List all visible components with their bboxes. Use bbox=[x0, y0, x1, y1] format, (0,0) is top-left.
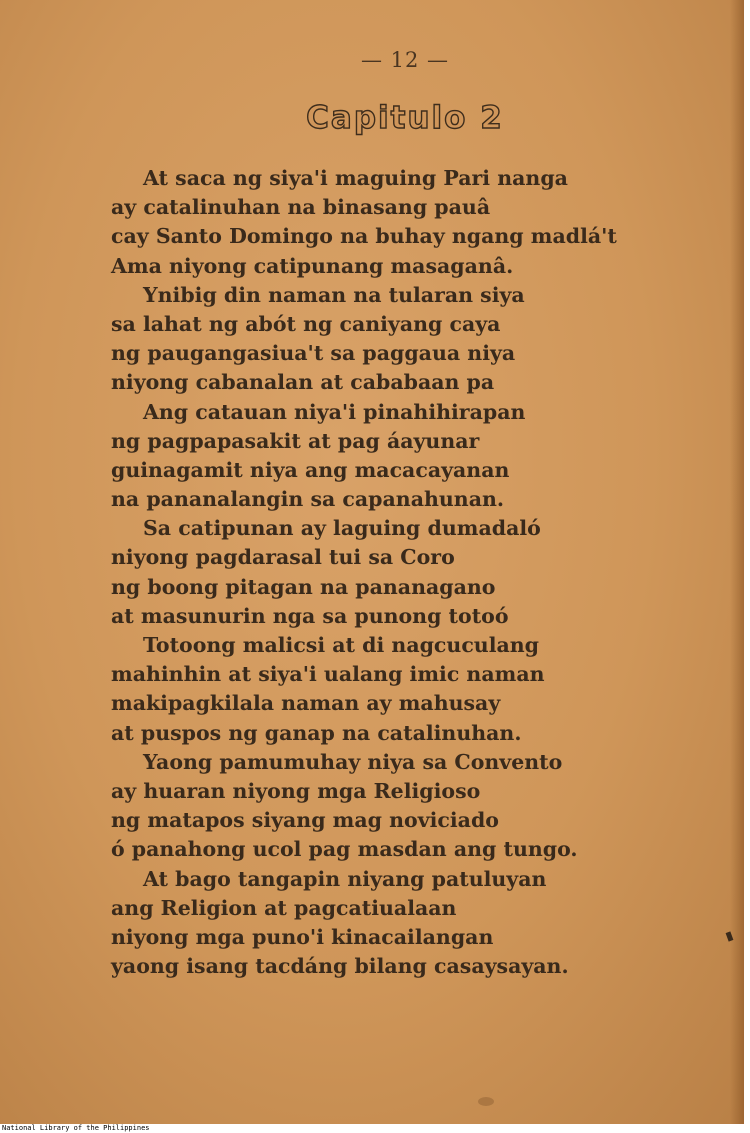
poem-line: Ynibig din naman na tularan siya bbox=[143, 282, 525, 307]
poem-line: Sa catipunan ay laguing dumadaló bbox=[143, 516, 541, 541]
page-edge-shadow bbox=[730, 0, 744, 1124]
poem-line: niyong pagdarasal tui sa Coro bbox=[111, 545, 455, 570]
poem-line: ay huaran niyong mga Religioso bbox=[111, 778, 481, 803]
page-number: — 12 — bbox=[360, 48, 450, 72]
poem-line: ay catalinuhan na binasang pauâ bbox=[111, 195, 491, 220]
poem-line: at puspos ng ganap na catalinuhan. bbox=[111, 720, 522, 745]
poem-line: At saca ng siya'i maguing Pari nanga bbox=[143, 166, 568, 190]
chapter-title: Capitulo 2 bbox=[306, 100, 504, 136]
poem-line: makipagkilala naman ay mahusay bbox=[111, 691, 501, 716]
poem-line: sa lahat ng abót ng caniyang caya bbox=[111, 311, 501, 336]
poem-line: guinagamit niya ang macacayanan bbox=[111, 457, 510, 482]
poem-line: ng boong pitagan na pananagano bbox=[111, 574, 496, 599]
poem-line: mahinhin at siya'i ualang imic naman bbox=[111, 662, 545, 687]
poem-line: yaong isang tacdáng bilang casaysayan. bbox=[111, 954, 569, 979]
poem-line: na pananalangin sa capanahunan. bbox=[111, 487, 505, 512]
library-credit: National Library of the Philippines bbox=[2, 1124, 150, 1132]
poem-line: Totoong malicsi at di nagcuculang bbox=[143, 633, 540, 657]
ink-stain bbox=[478, 1097, 494, 1106]
poem-line: niyong mga puno'i kinacailangan bbox=[111, 924, 494, 949]
poem-line: Ang catauan niya'i pinahihirapan bbox=[143, 399, 526, 424]
poem-line: niyong cabanalan at cababaan pa bbox=[111, 370, 495, 395]
poem-line: ng pagpapasakit at pag áayunar bbox=[111, 428, 480, 453]
poem-line: At bago tangapin niyang patuluyan bbox=[143, 866, 547, 891]
poem-line: ng paugangasiua't sa paggaua niya bbox=[111, 341, 516, 366]
poem-line: ó panahong ucol pag masdan ang tungo. bbox=[111, 837, 578, 862]
poem-line: ang Religion at pagcatiualaan bbox=[111, 895, 457, 920]
poem-line: Ama niyong catipunang masaganâ. bbox=[111, 253, 514, 278]
poem-line: at masunurin nga sa punong totoó bbox=[111, 603, 509, 628]
poem-text bbox=[111, 164, 731, 981]
poem-line: cay Santo Domingo na buhay ngang madlá't bbox=[111, 224, 617, 249]
poem-line: ng matapos siyang mag noviciado bbox=[111, 808, 499, 833]
poem-line: Yaong pamumuhay niya sa Convento bbox=[143, 749, 563, 774]
